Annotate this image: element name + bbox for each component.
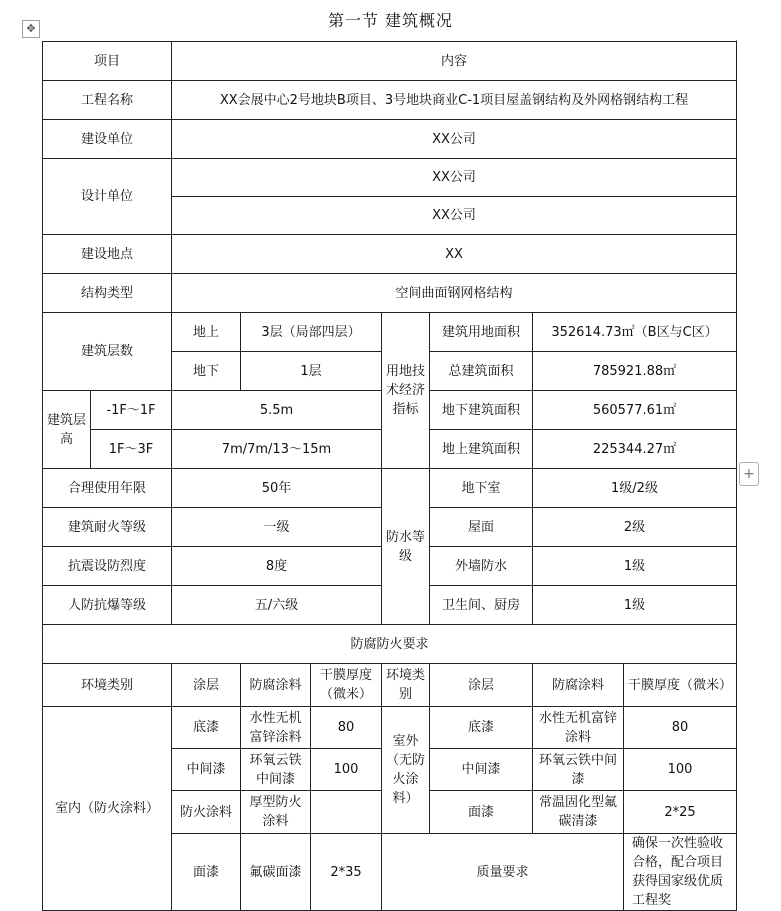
location-value: XX: [172, 235, 737, 274]
civil-defense-value: 五/六级: [172, 586, 382, 625]
height-value-1: 5.5m: [172, 391, 382, 430]
location-label: 建设地点: [43, 235, 172, 274]
structure-type-value: 空间曲面钢网格结构: [172, 274, 737, 313]
indoor-layer: 底漆: [172, 707, 241, 749]
page-title: 第一节 建筑概况: [327, 11, 454, 30]
height-range-2: 1F～3F: [91, 430, 172, 469]
outdoor-paint: 环氧云铁中间漆: [533, 749, 624, 791]
floors-below-value: 1层: [241, 352, 382, 391]
heights-label: 建筑层高: [43, 391, 91, 469]
header-content: 内容: [172, 42, 737, 81]
structure-type-label: 结构类型: [43, 274, 172, 313]
indoor-layer: 中间漆: [172, 749, 241, 791]
table-move-handle-icon[interactable]: ✥: [22, 20, 40, 38]
land-area-label: 建筑用地面积: [430, 313, 533, 352]
coating-section-title: 防腐防火要求: [43, 625, 737, 664]
coating-header-paint-2: 防腐涂料: [533, 664, 624, 707]
fire-rating-label: 建筑耐火等级: [43, 508, 172, 547]
coating-header-env-2: 环境类别: [382, 664, 430, 707]
waterproof-item-label: 外墙防水: [430, 547, 533, 586]
indoor-thickness: [311, 791, 382, 834]
seismic-label: 抗震设防烈度: [43, 547, 172, 586]
indoor-thickness: 80: [311, 707, 382, 749]
indoor-layer: 防火涂料: [172, 791, 241, 834]
outdoor-layer: 中间漆: [430, 749, 533, 791]
construction-unit-label: 建设单位: [43, 120, 172, 159]
above-area-label: 地上建筑面积: [430, 430, 533, 469]
outdoor-layer: 面漆: [430, 791, 533, 834]
land-area-value: 352614.73㎡（B区与C区）: [533, 313, 737, 352]
coating-header-layer: 涂层: [172, 664, 241, 707]
above-area-value: 225344.27㎡: [533, 430, 737, 469]
waterproof-item-value: 2级: [533, 508, 737, 547]
underground-area-label: 地下建筑面积: [430, 391, 533, 430]
height-value-2: 7m/7m/13～15m: [172, 430, 382, 469]
coating-header-thickness: 干膜厚度（微米）: [311, 664, 382, 707]
design-unit-value-1: XX公司: [172, 159, 737, 197]
design-unit-value-2: XX公司: [172, 197, 737, 235]
floors-label: 建筑层数: [43, 313, 172, 391]
waterproof-label: 防水等级: [382, 469, 430, 625]
total-area-label: 总建筑面积: [430, 352, 533, 391]
coating-header-env: 环境类别: [43, 664, 172, 707]
quality-label: 质量要求: [382, 834, 624, 911]
indoor-thickness: 100: [311, 749, 382, 791]
outdoor-thickness: 80: [624, 707, 737, 749]
land-index-label: 用地技术经济指标: [382, 313, 430, 469]
floors-above-value: 3层（局部四层）: [241, 313, 382, 352]
waterproof-item-label: 屋面: [430, 508, 533, 547]
waterproof-item-value: 1级: [533, 586, 737, 625]
waterproof-item-value: 1级/2级: [533, 469, 737, 508]
service-life-value: 50年: [172, 469, 382, 508]
service-life-label: 合理使用年限: [43, 469, 172, 508]
outdoor-env-label: 室外（无防火涂料）: [382, 707, 430, 834]
indoor-paint: 厚型防火涂料: [241, 791, 311, 834]
height-range-1: -1F～1F: [91, 391, 172, 430]
project-name-value: XX会展中心2号地块B项目、3号地块商业C-1项目屋盖钢结构及外网格钢结构工程: [172, 81, 737, 120]
outdoor-thickness: 100: [624, 749, 737, 791]
indoor-thickness: 2*35: [311, 834, 382, 911]
header-item: 项目: [43, 42, 172, 81]
design-unit-label: 设计单位: [43, 159, 172, 235]
floors-below-label: 地下: [172, 352, 241, 391]
waterproof-item-label: 卫生间、厨房: [430, 586, 533, 625]
outdoor-paint: 常温固化型氟碳清漆: [533, 791, 624, 834]
project-name-label: 工程名称: [43, 81, 172, 120]
outdoor-paint: 水性无机富锌涂料: [533, 707, 624, 749]
indoor-paint: 氟碳面漆: [241, 834, 311, 911]
civil-defense-label: 人防抗爆等级: [43, 586, 172, 625]
indoor-env-label: 室内（防火涂料）: [43, 707, 172, 911]
construction-unit-value: XX公司: [172, 120, 737, 159]
underground-area-value: 560577.61㎡: [533, 391, 737, 430]
indoor-paint: 水性无机富锌涂料: [241, 707, 311, 749]
coating-header-layer-2: 涂层: [430, 664, 533, 707]
waterproof-item-label: 地下室: [430, 469, 533, 508]
add-column-icon[interactable]: +: [739, 462, 759, 486]
coating-header-paint: 防腐涂料: [241, 664, 311, 707]
indoor-layer: 面漆: [172, 834, 241, 911]
total-area-value: 785921.88㎡: [533, 352, 737, 391]
outdoor-layer: 底漆: [430, 707, 533, 749]
outdoor-thickness: 2*25: [624, 791, 737, 834]
coating-header-thickness-2: 干膜厚度（微米）: [624, 664, 737, 707]
waterproof-item-value: 1级: [533, 547, 737, 586]
indoor-paint: 环氧云铁中间漆: [241, 749, 311, 791]
building-overview-table: [42, 41, 737, 911]
floors-above-label: 地上: [172, 313, 241, 352]
quality-value: 确保一次性验收合格，配合项目获得国家级优质工程奖: [624, 834, 737, 911]
seismic-value: 8度: [172, 547, 382, 586]
fire-rating-value: 一级: [172, 508, 382, 547]
